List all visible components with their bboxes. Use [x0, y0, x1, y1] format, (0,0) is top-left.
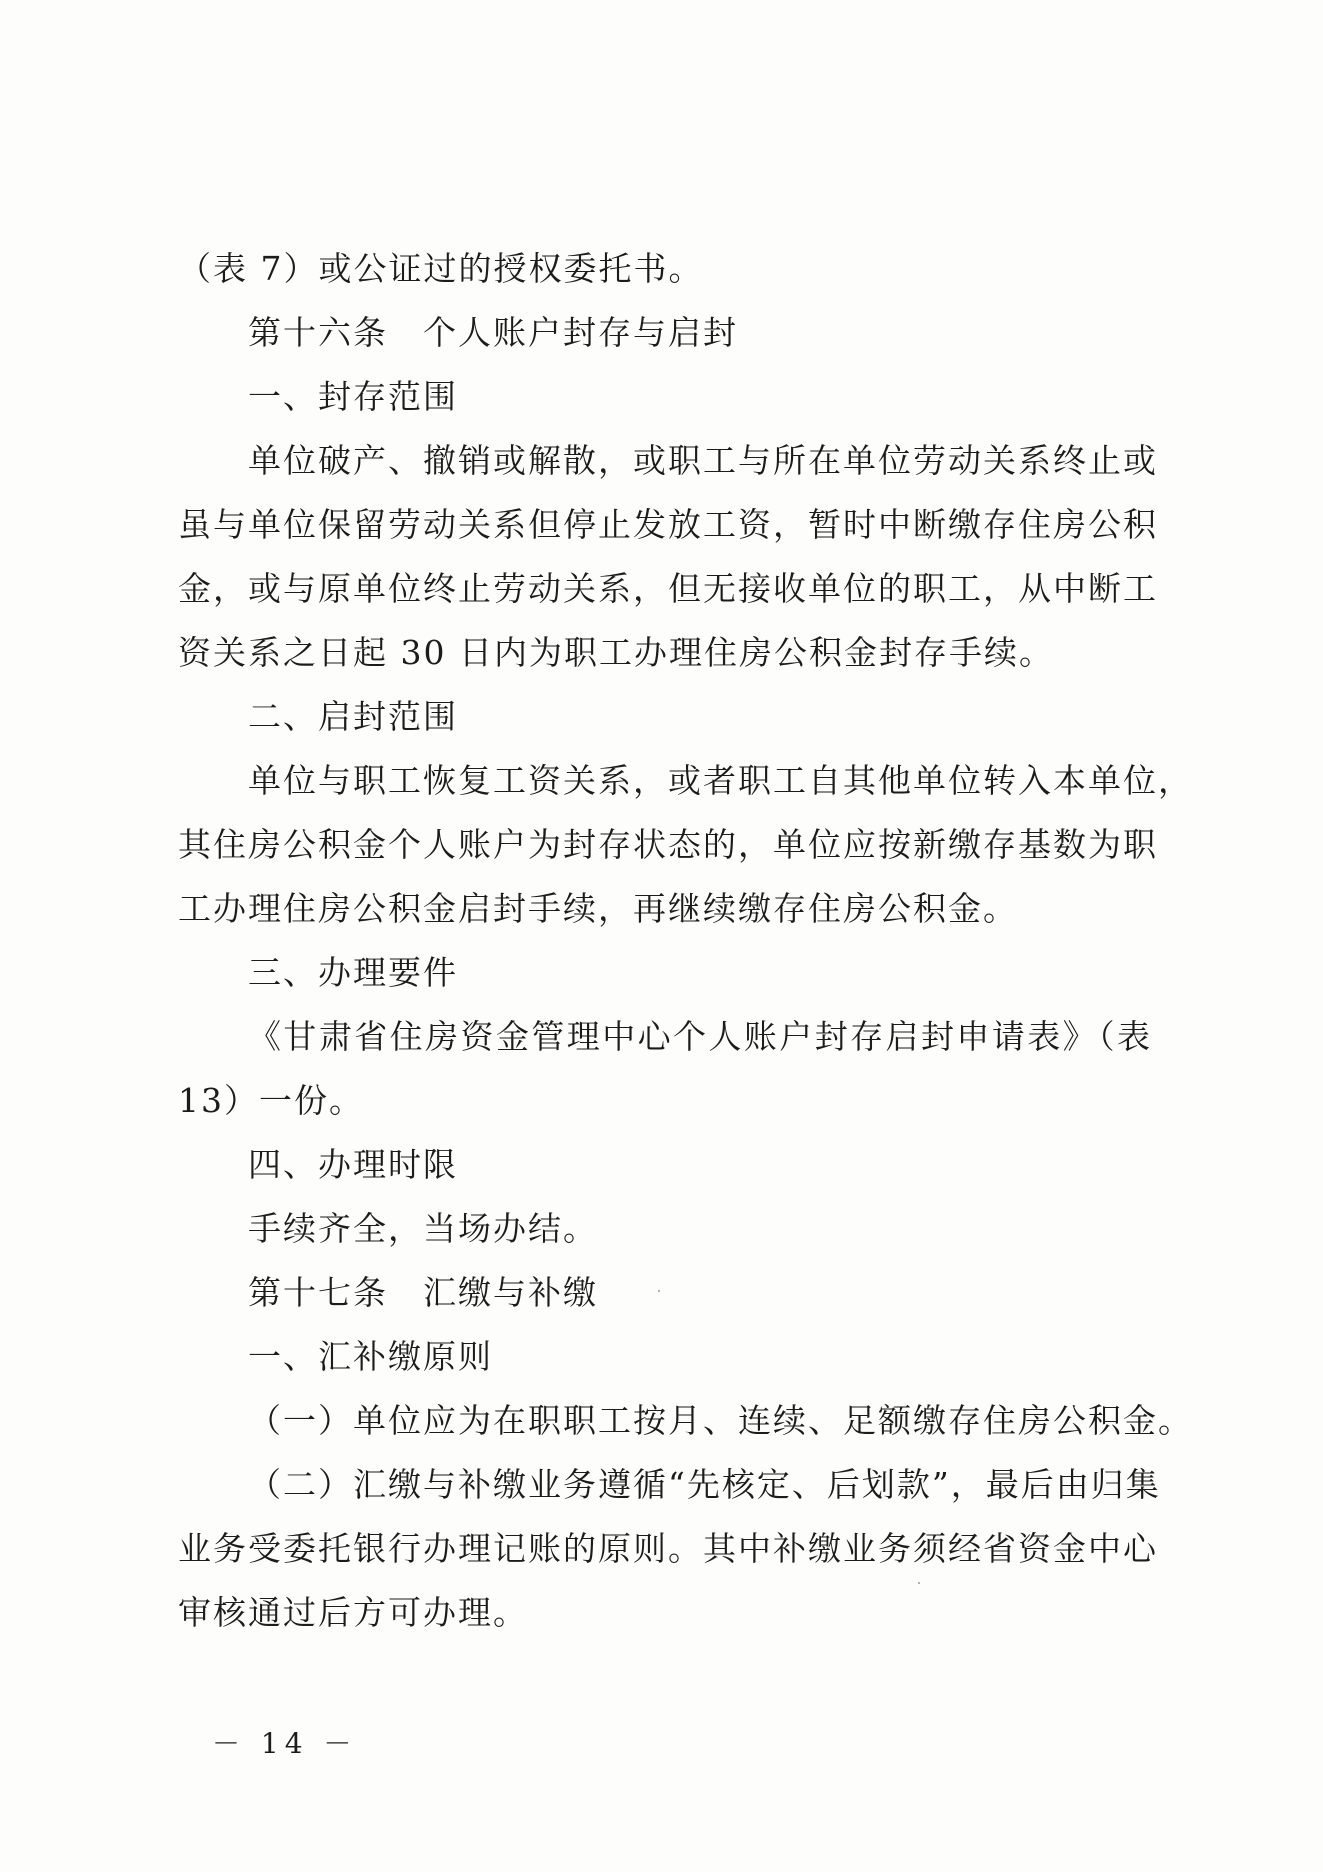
article-heading: 第十六条 个人账户封存与启封	[248, 313, 738, 352]
text-line: 工办理住房公积金启封手续，再继续缴存住房公积金。	[178, 889, 1018, 928]
text-line: 单位与职工恢复工资关系，或者职工自其他单位转入本单位，	[248, 761, 1193, 800]
section-heading: 三、办理要件	[248, 953, 458, 992]
article-heading: 第十七条 汇缴与补缴	[248, 1273, 598, 1312]
text-line: 金，或与原单位终止劳动关系，但无接收单位的职工，从中断工	[178, 569, 1158, 608]
text-line: 审核通过后方可办理。	[178, 1593, 528, 1632]
text-line: 虽与单位保留劳动关系但停止发放工资，暂时中断缴存住房公积	[178, 505, 1158, 544]
section-heading: 二、启封范围	[248, 697, 458, 736]
text-line: 资关系之日起 30 日内为职工办理住房公积金封存手续。	[178, 633, 1054, 672]
text-line: 13）一份。	[178, 1081, 364, 1120]
scan-speck	[918, 1582, 920, 1584]
section-heading: 一、封存范围	[248, 377, 458, 416]
text-line: （表 7）或公证过的授权委托书。	[178, 249, 704, 288]
text-line: 《甘肃省住房资金管理中心个人账户封存启封申请表》（表	[248, 1017, 1152, 1056]
text-line: （二）汇缴与补缴业务遵循“先核定、后划款”，最后由归集	[248, 1465, 1161, 1504]
text-line: 业务受委托银行办理记账的原则。其中补缴业务须经省资金中心	[178, 1529, 1158, 1568]
text-line: 手续齐全，当场办结。	[248, 1209, 598, 1248]
text-line: （一）单位应为在职职工按月、连续、足额缴存住房公积金。	[248, 1401, 1193, 1440]
section-heading: 一、汇补缴原则	[248, 1337, 493, 1376]
scan-speck	[658, 1290, 660, 1292]
text-line: 单位破产、撤销或解散，或职工与所在单位劳动关系终止或	[248, 441, 1158, 480]
section-heading: 四、办理时限	[248, 1145, 458, 1184]
text-line: 其住房公积金个人账户为封存状态的，单位应按新缴存基数为职	[178, 825, 1158, 864]
page-number: － 14 －	[212, 1727, 358, 1760]
